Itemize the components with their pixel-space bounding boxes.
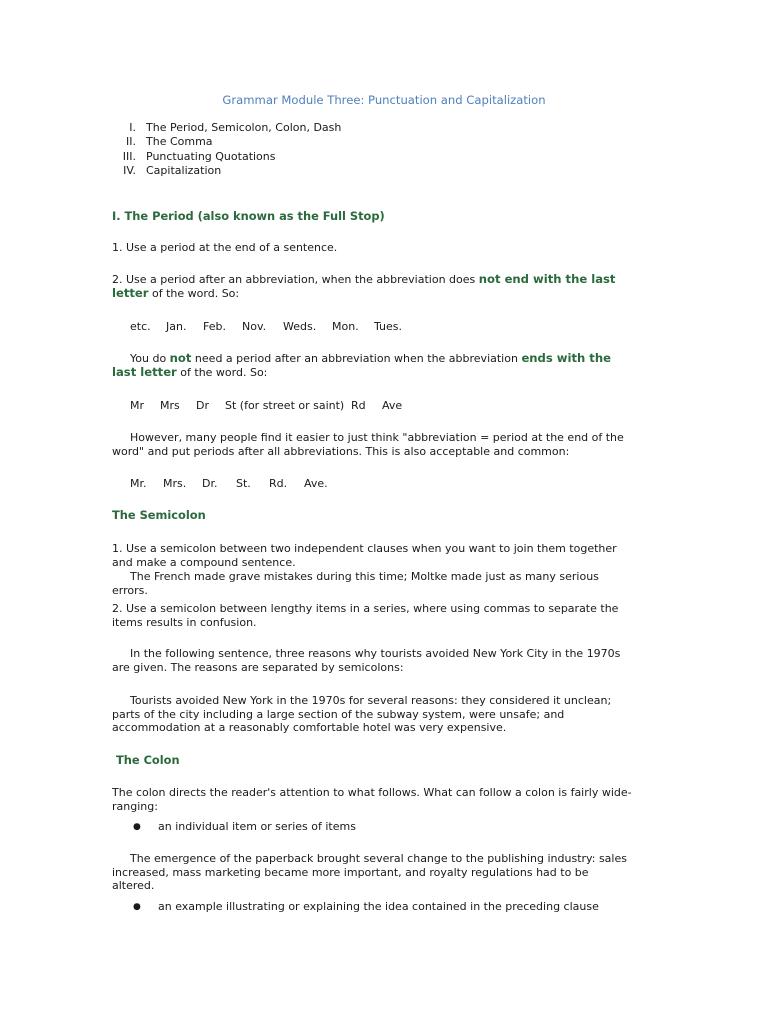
abbreviation: Mr: [130, 399, 145, 412]
table-of-contents: [112, 121, 341, 178]
abbreviation: Weds.: [283, 320, 317, 333]
toc-item: I. The Period, Semicolon, Colon, Dash: [129, 121, 342, 134]
paragraph: The colon directs the reader's attention to what follows. What can follow a colon is fairly wide-ranging:: [112, 786, 632, 813]
abbreviation-list-1: [0, 320, 768, 334]
example-sentence: The emergence of the paperback brought several change to the publishing industry: sales increased, mass marketing became more important, and royalty regulations had to be altered.: [112, 852, 627, 892]
section-heading-period: I. The Period (also known as the Full Stop): [112, 209, 385, 223]
abbreviation: Mon.: [332, 320, 359, 333]
abbreviation: Ave: [382, 399, 403, 412]
abbreviation: Tues.: [374, 320, 403, 333]
abbreviation: Dr.: [202, 477, 218, 490]
abbreviation: Mrs.: [163, 477, 187, 490]
document-title: Grammar Module Three: Punctuation and Capitalization: [222, 93, 546, 107]
abbreviation: Mrs: [160, 399, 180, 412]
abbreviation: Mr.: [130, 477, 147, 490]
abbreviation: Jan.: [166, 320, 187, 333]
abbreviation: Dr: [196, 399, 209, 412]
paragraph: However, many people find it easier to just think "abbreviation = period at the end of the word" and put periods after all abbreviations. This is also acceptable and common:: [112, 431, 624, 458]
abbreviation: Feb.: [203, 320, 226, 333]
abbreviation: Rd: [351, 399, 366, 412]
paragraph: In the following sentence, three reasons why tourists avoided New York City in the 1970s are given. The reasons are separated by semicolons:: [112, 647, 621, 674]
bullet-icon: ●: [133, 822, 141, 832]
bullet-icon: ●: [133, 902, 141, 912]
abbreviation: Nov.: [242, 320, 267, 333]
section-heading-colon: The Colon: [116, 753, 180, 767]
paragraph: You do not need a period after an abbreviation when the abbreviation ends with the last letter of the word. So:: [112, 351, 611, 379]
bullet-item: ● an example illustrating or explaining the idea contained in the preceding clause: [133, 900, 599, 913]
paragraph: 2. Use a semicolon between lengthy items in a series, where using commas to separate the items results in confusion.: [112, 602, 619, 629]
paragraph: 2. Use a period after an abbreviation, when the abbreviation does not end with the last letter of the word. So:: [112, 272, 616, 300]
abbreviation: Ave.: [304, 477, 328, 490]
example-sentence: The French made grave mistakes during this time; Moltke made just as many serious errors.: [112, 570, 599, 597]
abbreviation: Rd.: [269, 477, 288, 490]
abbreviation: St.: [236, 477, 251, 490]
abbreviation-list-3: [0, 477, 768, 491]
bullet-item: ● an individual item or series of items: [133, 820, 356, 833]
abbreviation: etc.: [130, 320, 151, 333]
paragraph: 1. Use a period at the end of a sentence.: [112, 241, 338, 254]
section-heading-semicolon: The Semicolon: [112, 508, 206, 522]
paragraph: 1. Use a semicolon between two independent clauses when you want to join them together and make a compound sentence.: [112, 542, 617, 569]
example-sentence: Tourists avoided New York in the 1970s for several reasons: they considered it unclean; parts of the city including a large section of the subway system, were unsafe; and accommodation at a reasonably comfortable hotel was very expensive.: [112, 694, 612, 734]
abbreviation: St (for street or saint): [225, 399, 345, 412]
toc-item: III. Punctuating Quotations: [122, 149, 276, 163]
toc-item: IV. Capitalization: [123, 163, 222, 177]
toc-item: II. The Comma: [126, 135, 213, 149]
abbreviation-list-2: [0, 399, 768, 413]
